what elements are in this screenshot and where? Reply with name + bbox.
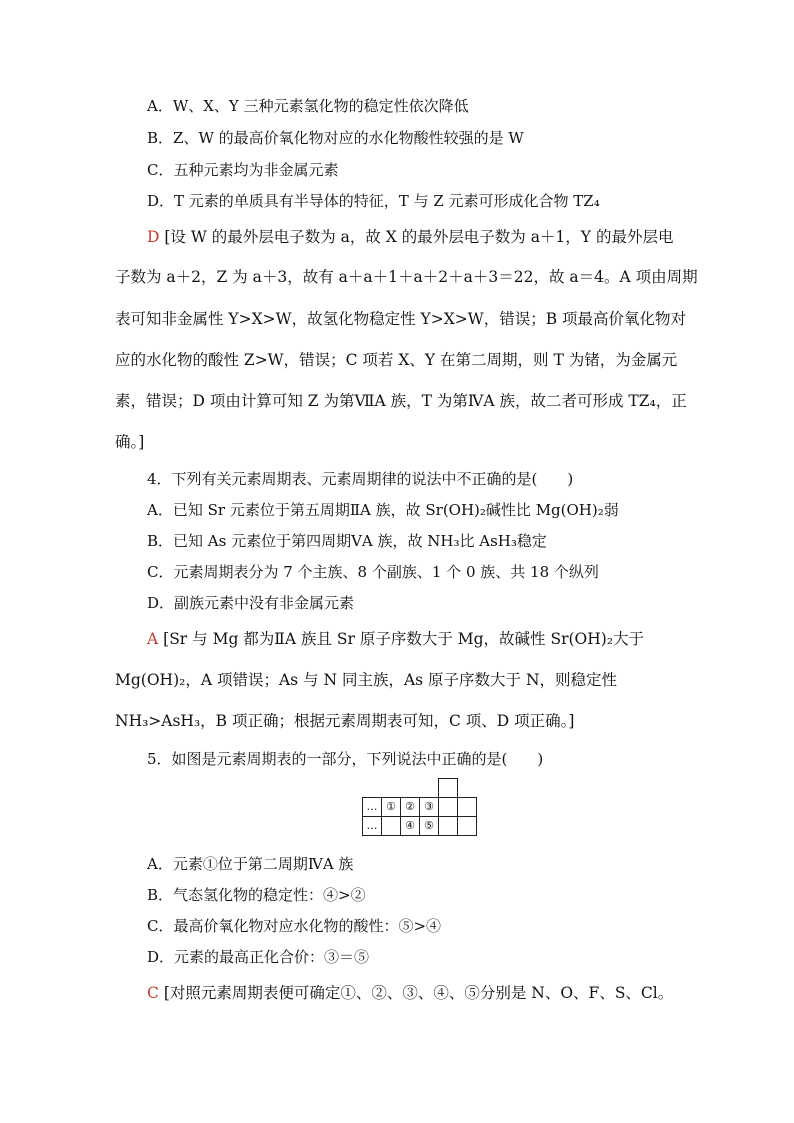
q3-explanation-line-1: D [设 W 的最外层电子数为 a，故 X 的最外层电子数为 a＋1，Y 的最外层电 [147,228,674,246]
table-cell: ① [382,798,401,817]
q4-explanation-line-2: Mg(OH)₂，A 项错误；As 与 N 同主族，As 原子序数大于 N，则稳定性 [115,671,618,689]
q3-explanation-line-5: 素，错误；D 项由计算可知 Z 为第ⅦA 族，T 为第ⅣA 族，故二者可形成 TZ₄，正 [115,392,687,410]
table-cell: … [363,817,382,836]
table-cell [439,798,458,817]
q5-option-d: D．元素的最高正化合价：③＝⑤ [147,948,370,966]
table-cell: … [363,798,382,817]
table-cell [458,798,477,817]
table-row [363,798,477,817]
q4-explanation-line-3: NH₃>AsH₃，B 项正确；根据元素周期表可知，C 项、D 项正确。] [115,712,575,730]
table-cell [439,779,458,798]
q3-answer: D [147,228,160,246]
q3-option-c: C．五种元素均为非金属元素 [147,161,339,179]
periodic-table-fragment [362,778,477,836]
table-cell [363,779,382,798]
q4-option-c: C．元素周期表分为 7 个主族、8 个副族、1 个 0 族、共 18 个纵列 [147,563,599,581]
q5-option-b: B．气态氢化物的稳定性：④>② [147,886,366,904]
q4-answer: A [147,630,159,648]
table-cell [401,779,420,798]
q3-explanation-line-3: 表可知非金属性 Y>X>W，故氢化物稳定性 Y>X>W，错误；B 项最高价氧化物对 [115,310,687,328]
table-cell: ③ [420,798,439,817]
table-cell [458,817,477,836]
q3-option-d: D．T 元素的单质具有半导体的特征，T 与 Z 元素可形成化合物 TZ₄ [147,192,600,210]
q4-option-d: D．副族元素中没有非金属元素 [147,594,355,612]
q3-explanation-line-6: 确。] [115,433,145,451]
q4-option-b: B．已知 As 元素位于第四周期ⅤA 族，故 NH₃比 AsH₃稳定 [147,532,547,550]
q4-stem: 4．下列有关元素周期表、元素周期律的说法中不正确的是( ) [147,470,574,488]
q4-explanation-line-1: A [Sr 与 Mg 都为ⅡA 族且 Sr 原子序数大于 Mg，故碱性 Sr(OH)₂大于 [147,630,645,648]
q4-option-a: A．已知 Sr 元素位于第五周期ⅡA 族，故 Sr(OH)₂碱性比 Mg(OH)₂弱 [147,501,619,519]
q3-explanation-line-4: 应的水化物的酸性 Z>W，错误；C 项若 X、Y 在第二周期，则 T 为锗，为金属元 [115,351,678,369]
q5-answer: C [147,984,159,1002]
table-cell: ⑤ [420,817,439,836]
q5-option-c: C．最高价氧化物对应水化物的酸性：⑤>④ [147,917,442,935]
q5-explanation-line-1: C [对照元素周期表便可确定①、②、③、④、⑤分别是 N、O、F、S、Cl。 [147,984,674,1002]
q3-explanation-line-2: 子数为 a＋2，Z 为 a＋3，故有 a＋a＋1＋a＋2＋a＋3＝22，故 a＝4。A 项由周期 [115,268,698,286]
q3-option-a: A．W、X、Y 三种元素氢化物的稳定性依次降低 [147,97,469,115]
q5-stem: 5．如图是元素周期表的一部分，下列说法中正确的是( ) [147,750,544,768]
table-row [363,817,477,836]
table-cell: ④ [401,817,420,836]
table-cell [420,779,439,798]
q5-option-a: A．元素①位于第二周期ⅣA 族 [147,855,354,873]
table-cell [382,817,401,836]
q3-option-b: B．Z、W 的最高价氧化物对应的水化物酸性较强的是 W [147,129,524,147]
table-row [363,779,477,798]
table-cell: ② [401,798,420,817]
table-cell [439,817,458,836]
table-cell [382,779,401,798]
table-cell [458,779,477,798]
